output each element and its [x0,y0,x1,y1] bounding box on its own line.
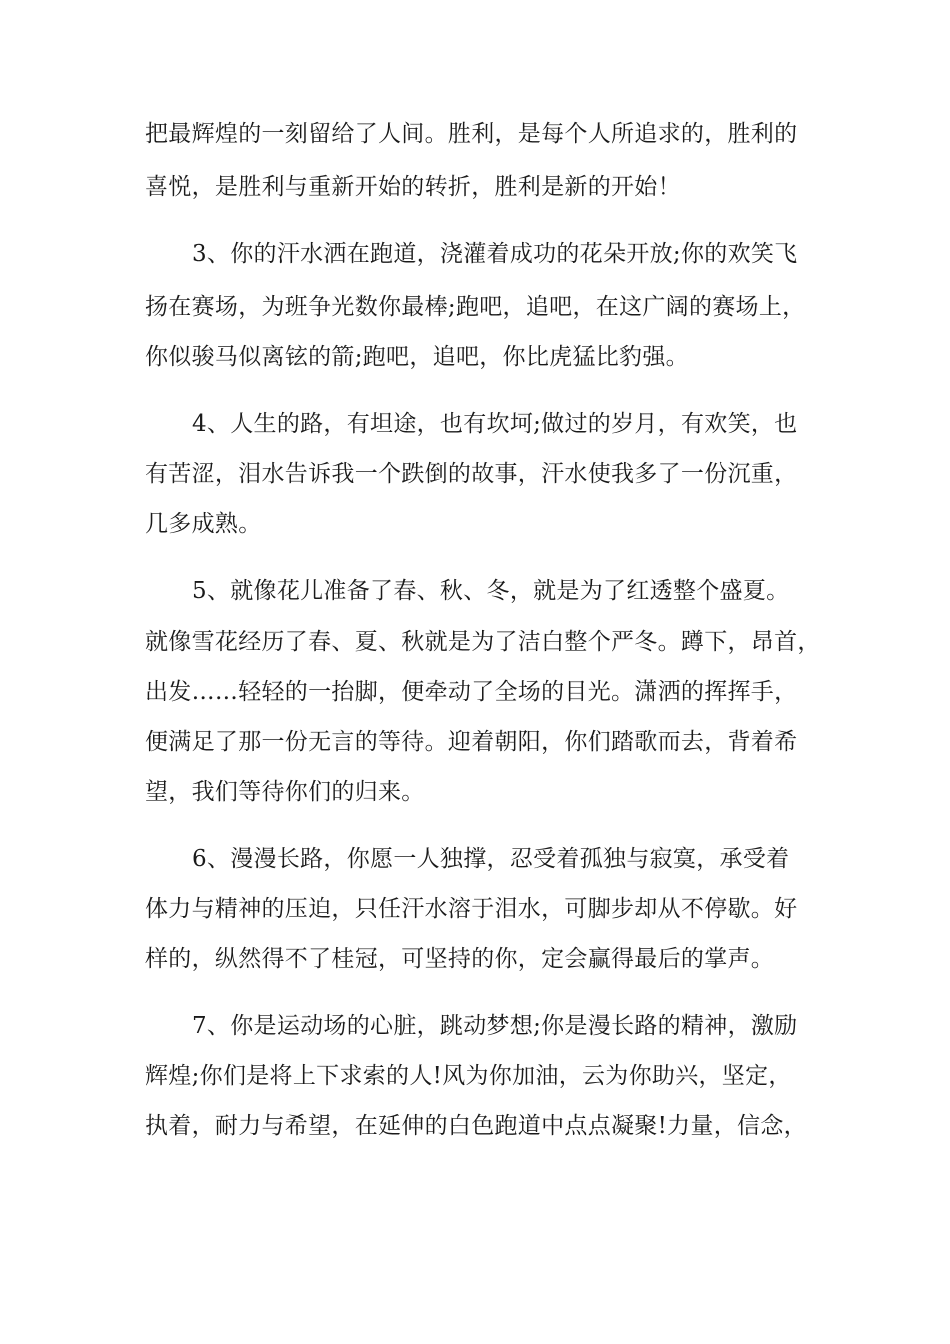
text-line: 有苦涩，泪水告诉我一个跌倒的故事，汗水使我多了一份沉重， [145,461,798,487]
text-line: 你似骏马似离铉的箭;跑吧，追吧，你比虎猛比豹强。 [145,344,689,370]
text-line: 望，我们等待你们的归来。 [145,779,425,805]
text-line: 把最辉煌的一刻留给了人间。胜利，是每个人所追求的，胜利的 [145,121,798,147]
text-line: 几多成熟。 [145,511,262,537]
text-line: 样的，纵然得不了桂冠，可坚持的你，定会赢得最后的掌声。 [145,946,775,972]
text-line: 4、人生的路，有坦途，也有坎坷;做过的岁月，有欢笑，也 [192,411,798,437]
text-line: 辉煌;你们是将上下求索的人!风为你加油，云为你助兴，坚定， [145,1063,792,1089]
text-line: 扬在赛场，为班争光数你最棒;跑吧，追吧，在这广阔的赛场上， [145,294,806,320]
text-line: 6、漫漫长路，你愿一人独撑，忍受着孤独与寂寞，承受着 [192,846,790,872]
text-line: 就像雪花经历了春、夏、秋就是为了洁白整个严冬。蹲下，昂首， [145,629,821,655]
text-line: 体力与精神的压迫，只任汗水溶于泪水，可脚步却从不停歇。好 [145,896,798,922]
text-line: 出发……轻轻的一抬脚，便牵动了全场的目光。潇洒的挥挥手， [145,679,798,705]
text-line: 7、你是运动场的心脏，跳动梦想;你是漫长路的精神，激励 [192,1013,798,1039]
text-line: 便满足了那一份无言的等待。迎着朝阳，你们踏歌而去，背着希 [145,729,798,755]
text-line: 5、就像花儿准备了春、秋、冬，就是为了红透整个盛夏。 [192,578,790,604]
text-line: 执着，耐力与希望，在延伸的白色跑道中点点凝聚!力量，信念， [145,1113,807,1139]
text-line: 喜悦，是胜利与重新开始的转折，胜利是新的开始！ [145,174,681,200]
text-line: 3、你的汗水洒在跑道，浇灌着成功的花朵开放;你的欢笑飞 [192,241,798,267]
